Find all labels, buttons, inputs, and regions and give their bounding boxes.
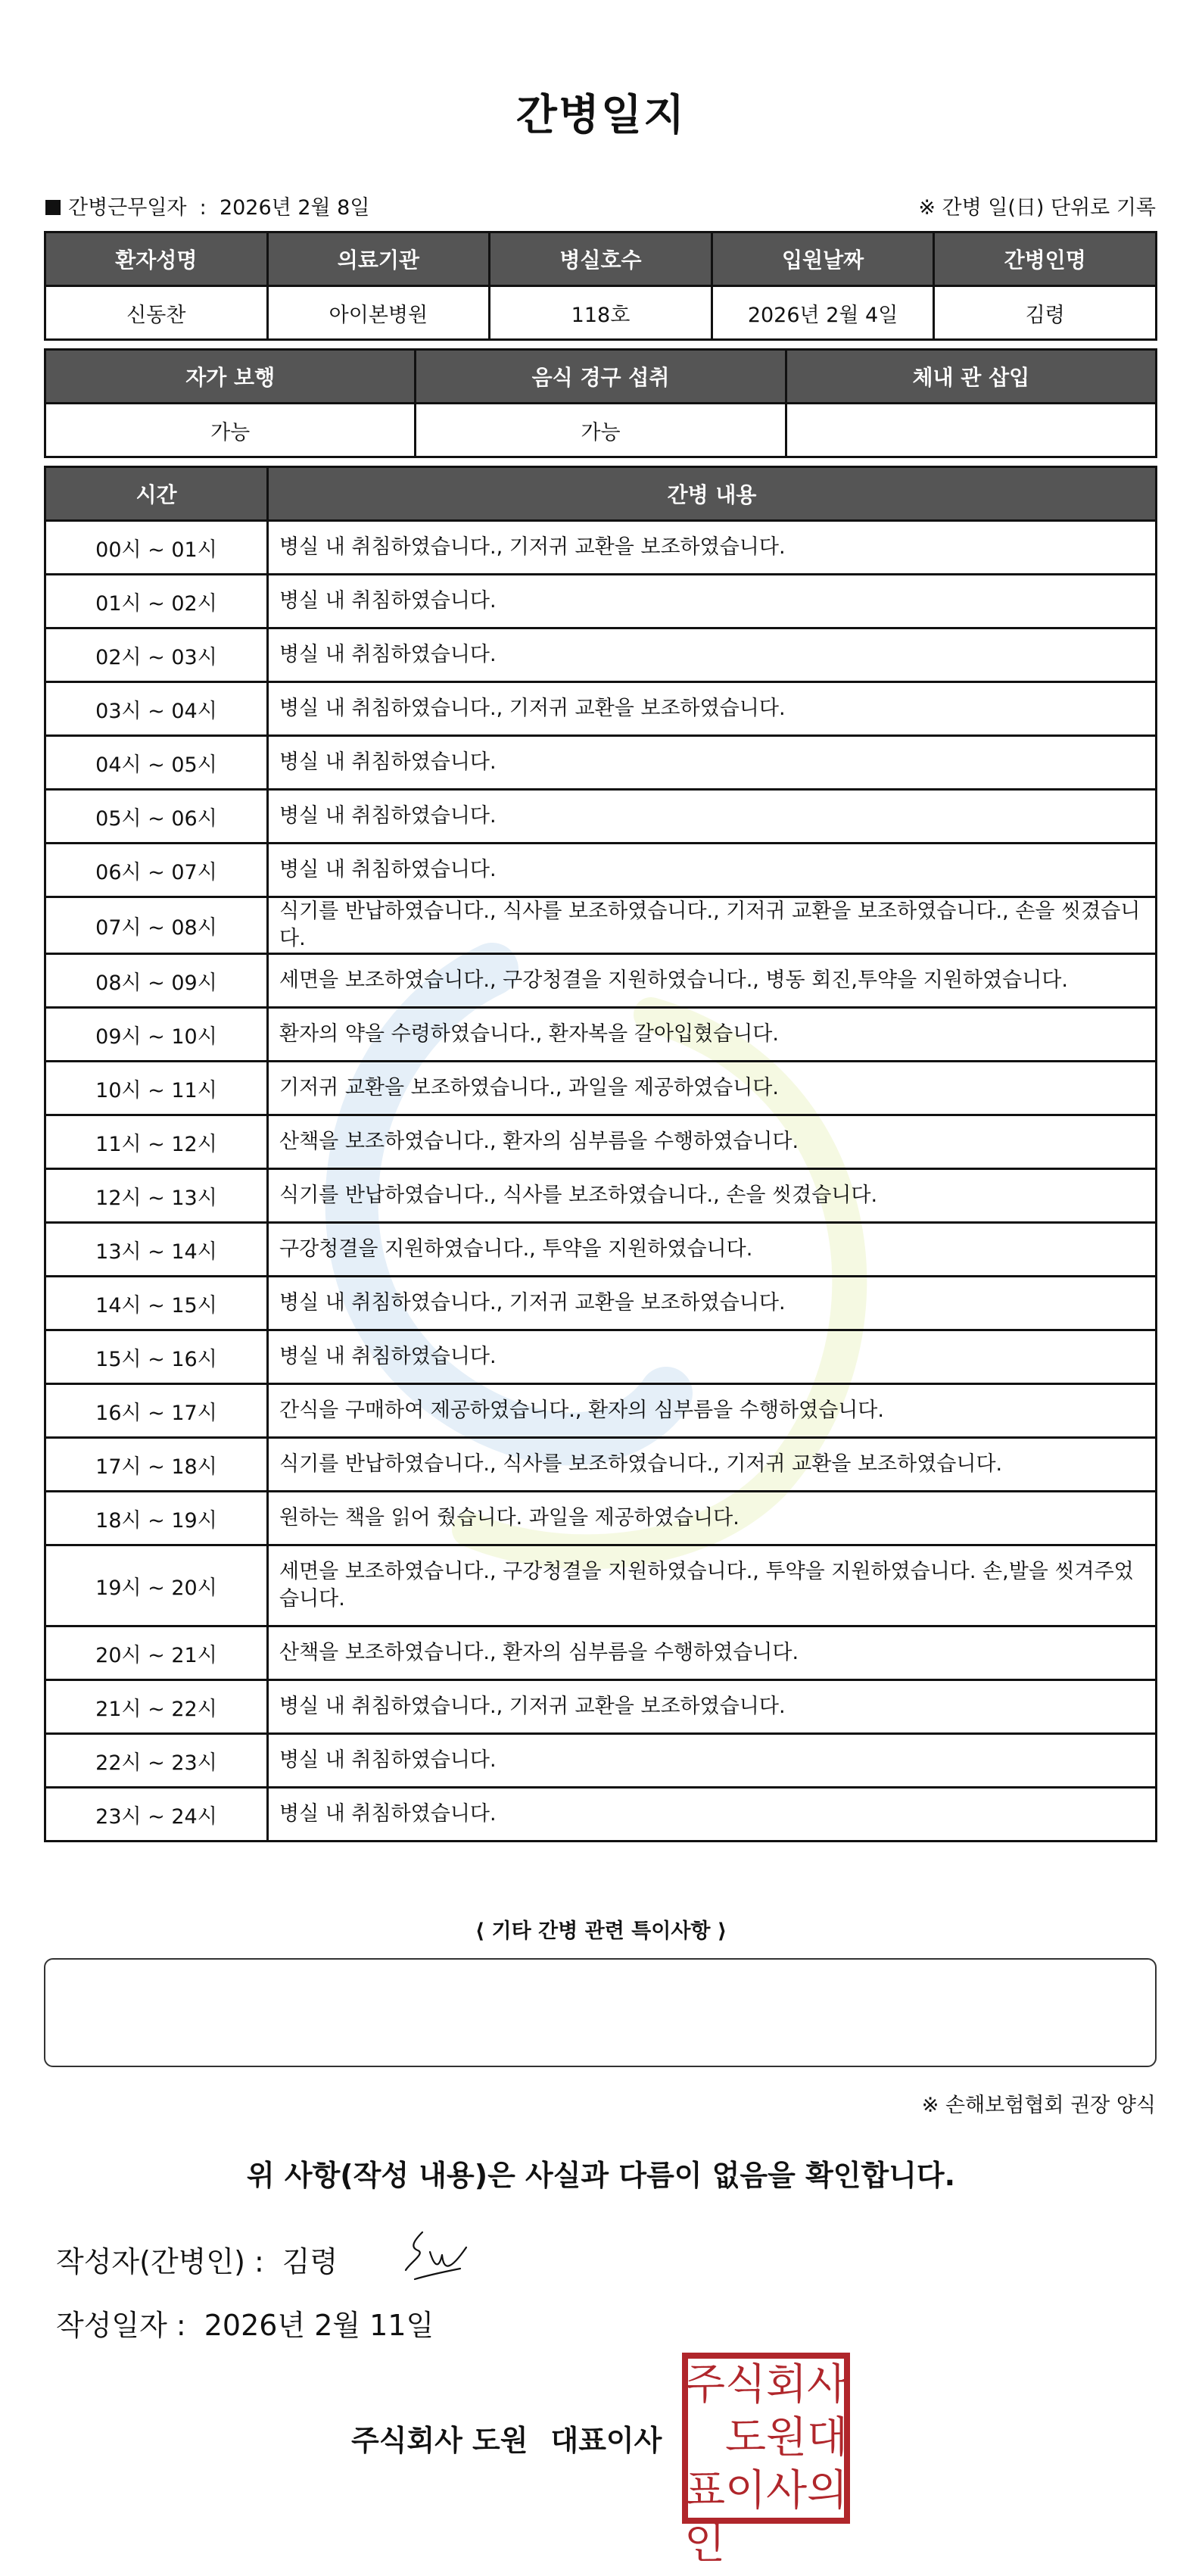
work-date-line: 간병근무일자 : 2026년 2월 8일 <box>45 191 369 220</box>
notes-box <box>44 1958 1157 2067</box>
seal-character: 사 <box>806 2360 849 2409</box>
table-row <box>45 682 1157 736</box>
table-row <box>45 844 1157 897</box>
row-content: 원하는 책을 읽어 줬습니다. 과일을 제공하였습니다. <box>268 1492 1157 1545</box>
header-oral-intake: 음식 경구 섭취 <box>416 350 786 404</box>
company-seal-stamp <box>681 2352 851 2568</box>
table-row <box>45 521 1157 575</box>
table-row <box>45 1115 1157 1169</box>
table-row <box>45 736 1157 790</box>
seal-character: 회 <box>765 2360 808 2409</box>
written-date-line <box>56 2302 434 2344</box>
seal-character: 대 <box>806 2413 849 2462</box>
row-time: 09시 ~ 10시 <box>45 1008 268 1062</box>
row-content: 병실 내 취침하였습니다. <box>268 736 1157 790</box>
table-row <box>45 1734 1157 1788</box>
work-date-value: 2026년 2월 8일 <box>219 196 370 220</box>
company-line <box>351 2417 662 2459</box>
row-content: 세면을 보조하였습니다., 구강청결을 지원하였습니다., 투약을 지원하였습니다. 손,발을 씻겨주었습니다. <box>268 1545 1157 1626</box>
hourly-log-table <box>44 466 1157 1842</box>
row-time: 05시 ~ 06시 <box>45 790 268 844</box>
seal-character: 인 <box>684 2519 726 2568</box>
seal-character: 사 <box>765 2466 808 2515</box>
row-time: 01시 ~ 02시 <box>45 575 268 628</box>
row-time: 17시 ~ 18시 <box>45 1438 268 1492</box>
square-bullet-icon <box>45 200 61 215</box>
row-time: 23시 ~ 24시 <box>45 1788 268 1842</box>
row-time: 06시 ~ 07시 <box>45 844 268 897</box>
row-time: 02시 ~ 03시 <box>45 628 268 682</box>
work-date-label: 간병근무일자 <box>68 196 187 220</box>
signature-image <box>400 2225 472 2285</box>
table-row <box>45 1330 1157 1384</box>
date-value: 2026년 2월 11일 <box>204 2309 434 2342</box>
row-content: 간식을 구매하여 제공하였습니다., 환자의 심부름을 수행하였습니다. <box>268 1384 1157 1438</box>
writer-label: 작성자(간병인) : <box>56 2245 264 2278</box>
row-content: 기저귀 교환을 보조하였습니다., 과일을 제공하였습니다. <box>268 1062 1157 1115</box>
row-time: 10시 ~ 11시 <box>45 1062 268 1115</box>
table-row <box>45 1680 1157 1734</box>
row-content: 세면을 보조하였습니다., 구강청결을 지원하였습니다., 병동 회진,투약을 지원하였습니다. <box>268 954 1157 1008</box>
seal-character: 원 <box>765 2413 808 2462</box>
table-row <box>45 575 1157 628</box>
table-row <box>45 1626 1157 1680</box>
header-tube-insertion: 체내 관 삽입 <box>786 350 1156 404</box>
table-row <box>45 1545 1157 1626</box>
row-time: 18시 ~ 19시 <box>45 1492 268 1545</box>
header-time: 시간 <box>45 467 268 521</box>
patient-status-table <box>44 348 1157 458</box>
row-time: 14시 ~ 15시 <box>45 1277 268 1330</box>
patient-info-table <box>44 231 1157 341</box>
date-label: 작성일자 : <box>56 2309 186 2342</box>
row-time: 13시 ~ 14시 <box>45 1223 268 1277</box>
row-time: 19시 ~ 20시 <box>45 1545 268 1626</box>
table-row <box>45 1277 1157 1330</box>
room-number: 118호 <box>490 286 712 340</box>
oral-intake-value: 가능 <box>416 404 786 457</box>
header-patient-name: 환자성명 <box>45 232 268 286</box>
table-row <box>45 1438 1157 1492</box>
row-content: 산책을 보조하였습니다., 환자의 심부름을 수행하였습니다. <box>268 1626 1157 1680</box>
table-row <box>45 1492 1157 1545</box>
header-hospital: 의료기관 <box>267 232 490 286</box>
self-walking-value: 가능 <box>45 404 416 457</box>
row-content: 병실 내 취침하였습니다. <box>268 844 1157 897</box>
seal-character: 식 <box>724 2360 767 2409</box>
header-room: 병실호수 <box>490 232 712 286</box>
table-row <box>45 897 1157 954</box>
seal-character: 도 <box>724 2413 767 2462</box>
row-content: 병실 내 취침하였습니다., 기저귀 교환을 보조하였습니다. <box>268 682 1157 736</box>
table-row <box>45 1169 1157 1223</box>
table-row <box>45 954 1157 1008</box>
row-content: 병실 내 취침하였습니다., 기저귀 교환을 보조하였습니다. <box>268 1680 1157 1734</box>
writer-name: 김령 <box>282 2245 338 2278</box>
seal-character: 이 <box>724 2466 767 2515</box>
row-content: 식기를 반납하였습니다., 식사를 보조하였습니다., 기저귀 교환을 보조하였습니다., 손을 씻겼습니다. <box>268 897 1157 954</box>
row-content: 환자의 약을 수령하였습니다., 환자복을 갈아입혔습니다. <box>268 1008 1157 1062</box>
row-content: 구강청결을 지원하였습니다., 투약을 지원하였습니다. <box>268 1223 1157 1277</box>
seal-character: 주 <box>684 2360 726 2409</box>
header-self-walking: 자가 보행 <box>45 350 416 404</box>
row-content: 병실 내 취침하였습니다. <box>268 1330 1157 1384</box>
row-time: 15시 ~ 16시 <box>45 1330 268 1384</box>
row-time: 12시 ~ 13시 <box>45 1169 268 1223</box>
confirmation-statement: 위 사항(작성 내용)은 사실과 다름이 없음을 확인합니다. <box>246 2159 956 2192</box>
row-content: 식기를 반납하였습니다., 식사를 보조하였습니다., 손을 씻겼습니다. <box>268 1169 1157 1223</box>
row-content: 병실 내 취침하였습니다. <box>268 628 1157 682</box>
row-content: 병실 내 취침하였습니다., 기저귀 교환을 보조하였습니다. <box>268 521 1157 575</box>
hospital-name: 아이본병원 <box>267 286 490 340</box>
company-name: 주식회사 도원 <box>351 2424 528 2457</box>
recommend-note: ※ 손해보험협회 권장 양식 <box>921 2094 1156 2117</box>
notes-title: ⟨ 기타 간병 관련 특이사항 ⟩ <box>475 1920 727 1943</box>
document-title: 간병일지 <box>515 91 687 140</box>
row-content: 병실 내 취침하였습니다. <box>268 1734 1157 1788</box>
row-time: 20시 ~ 21시 <box>45 1626 268 1680</box>
row-time: 22시 ~ 23시 <box>45 1734 268 1788</box>
writer-line <box>56 2238 338 2280</box>
row-time: 07시 ~ 08시 <box>45 897 268 954</box>
admission-date: 2026년 2월 4일 <box>712 286 934 340</box>
row-time: 03시 ~ 04시 <box>45 682 268 736</box>
table-row <box>45 1384 1157 1438</box>
row-time: 21시 ~ 22시 <box>45 1680 268 1734</box>
row-content: 병실 내 취침하였습니다. <box>268 1788 1157 1842</box>
row-content: 병실 내 취침하였습니다., 기저귀 교환을 보조하였습니다. <box>268 1277 1157 1330</box>
patient-name: 신동찬 <box>45 286 268 340</box>
row-time: 08시 ~ 09시 <box>45 954 268 1008</box>
seal-character: 표 <box>684 2466 726 2515</box>
row-time: 00시 ~ 01시 <box>45 521 268 575</box>
header-care-content: 간병 내용 <box>268 467 1157 521</box>
company-representative: 대표이사 <box>550 2424 662 2457</box>
table-row <box>45 1223 1157 1277</box>
table-row <box>45 790 1157 844</box>
row-time: 11시 ~ 12시 <box>45 1115 268 1169</box>
table-row <box>45 628 1157 682</box>
row-content: 병실 내 취침하였습니다. <box>268 575 1157 628</box>
row-time: 16시 ~ 17시 <box>45 1384 268 1438</box>
table-row <box>45 1788 1157 1842</box>
table-row <box>45 1008 1157 1062</box>
row-content: 산책을 보조하였습니다., 환자의 심부름을 수행하였습니다. <box>268 1115 1157 1169</box>
header-caregiver-name: 간병인명 <box>934 232 1157 286</box>
header-admission-date: 입원날짜 <box>712 232 934 286</box>
record-note: ※ 간병 일(日) 단위로 기록 <box>918 196 1156 220</box>
row-content: 병실 내 취침하였습니다. <box>268 790 1157 844</box>
caregiver-name: 김령 <box>934 286 1157 340</box>
tube-insertion-value <box>786 404 1156 457</box>
seal-character: 의 <box>806 2466 849 2515</box>
table-row <box>45 1062 1157 1115</box>
row-time: 04시 ~ 05시 <box>45 736 268 790</box>
row-content: 식기를 반납하였습니다., 식사를 보조하였습니다., 기저귀 교환을 보조하였습니다. <box>268 1438 1157 1492</box>
